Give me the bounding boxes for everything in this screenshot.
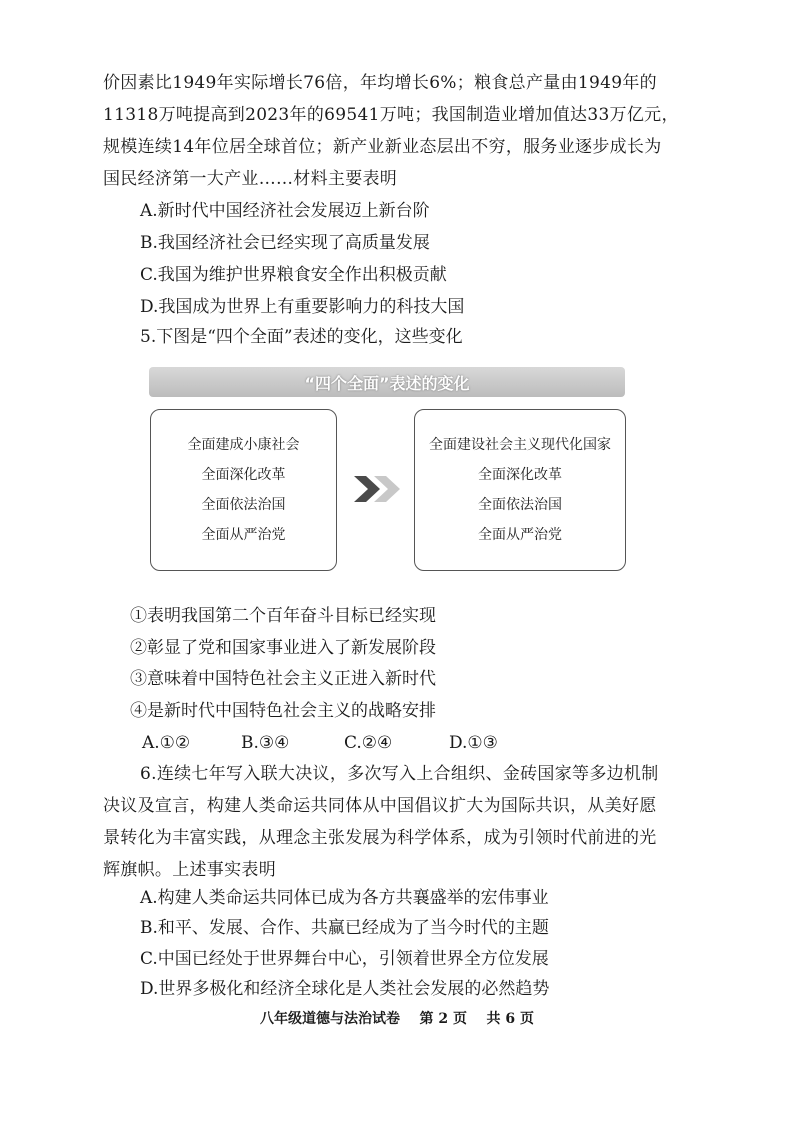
q4-stem-line-3: 规模连续14年位居全球首位；新产业新业态层出不穷，服务业逐步成长为 — [103, 137, 662, 157]
q4-option-a: A.新时代中国经济社会发展迈上新台阶 — [140, 201, 430, 221]
page-footer — [0, 1008, 794, 1028]
right-item-1: 全面建设社会主义现代化国家 — [429, 437, 611, 453]
right-item-3: 全面依法治国 — [478, 497, 562, 513]
q4-stem-line-1: 价因素比1949年实际增长76倍，年均增长6%；粮食总产量由1949年的 — [103, 73, 657, 93]
q5-answer-b: B.③④ — [241, 733, 290, 753]
q4-stem-line-4: 国民经济第一大产业……材料主要表明 — [103, 169, 398, 189]
q4-option-c: C.我国为维护世界粮食安全作出积极贡献 — [140, 265, 447, 285]
q5-answer-a: A.①② — [142, 733, 191, 753]
footer-total-pages: 共 6 页 — [486, 1011, 534, 1027]
q6-stem-line-2: 决议及宣言，构建人类命运共同体从中国倡议扩大为国际共识，从美好愿 — [103, 796, 657, 816]
q5-answer-d: D.①③ — [449, 733, 498, 753]
left-item-1: 全面建成小康社会 — [187, 437, 300, 453]
q6-option-b: B.和平、发展、合作、共赢已经成为了当今时代的主题 — [140, 918, 549, 938]
double-chevron-right-icon — [352, 474, 404, 504]
figure-title-banner — [149, 367, 625, 397]
footer-page-number: 第 2 页 — [419, 1011, 467, 1027]
q6-stem-line-4: 辉旗帜。上述事实表明 — [103, 860, 276, 880]
q5-statement-2: ②彰显了党和国家事业进入了新发展阶段 — [130, 638, 436, 658]
figure-right-box — [414, 409, 626, 571]
q5-statement-1: ①表明我国第二个百年奋斗目标已经实现 — [130, 606, 436, 626]
q4-option-d: D.我国成为世界上有重要影响力的科技大国 — [140, 297, 465, 317]
q6-stem-line-1: 6.连续七年写入联大决议，多次写入上合组织、金砖国家等多边机制 — [140, 764, 659, 784]
figure-left-box — [150, 409, 337, 571]
q4-option-b: B.我国经济社会已经实现了高质量发展 — [140, 233, 430, 253]
q5-answer-c: C.②④ — [344, 733, 393, 753]
left-item-4: 全面从严治党 — [201, 527, 286, 543]
q6-option-d: D.世界多极化和经济全球化是人类社会发展的必然趋势 — [140, 979, 550, 999]
q5-stem: 5.下图是“四个全面”表述的变化，这些变化 — [140, 327, 463, 347]
left-item-3: 全面依法治国 — [201, 497, 286, 513]
q5-statement-4: ④是新时代中国特色社会主义的战略安排 — [130, 701, 436, 721]
q6-option-a: A.构建人类命运共同体已成为各方共襄盛举的宏伟事业 — [140, 888, 549, 908]
left-item-2: 全面深化改革 — [201, 467, 286, 483]
right-item-2: 全面深化改革 — [478, 467, 562, 483]
figure-title: “四个全面”表述的变化 — [304, 374, 470, 393]
right-item-4: 全面从严治党 — [478, 527, 562, 543]
q6-option-c: C.中国已经处于世界舞台中心，引领着世界全方位发展 — [140, 949, 549, 969]
q6-stem-line-3: 景转化为丰富实践，从理念主张发展为科学体系，成为引领时代前进的光 — [103, 828, 657, 848]
q4-stem-line-2: 11318万吨提高到2023年的69541万吨；我国制造业增加值达33万亿元， — [103, 105, 679, 125]
footer-subject: 八年级道德与法治试卷 — [260, 1011, 400, 1027]
q5-statement-3: ③意味着中国特色社会主义正进入新时代 — [130, 669, 436, 689]
